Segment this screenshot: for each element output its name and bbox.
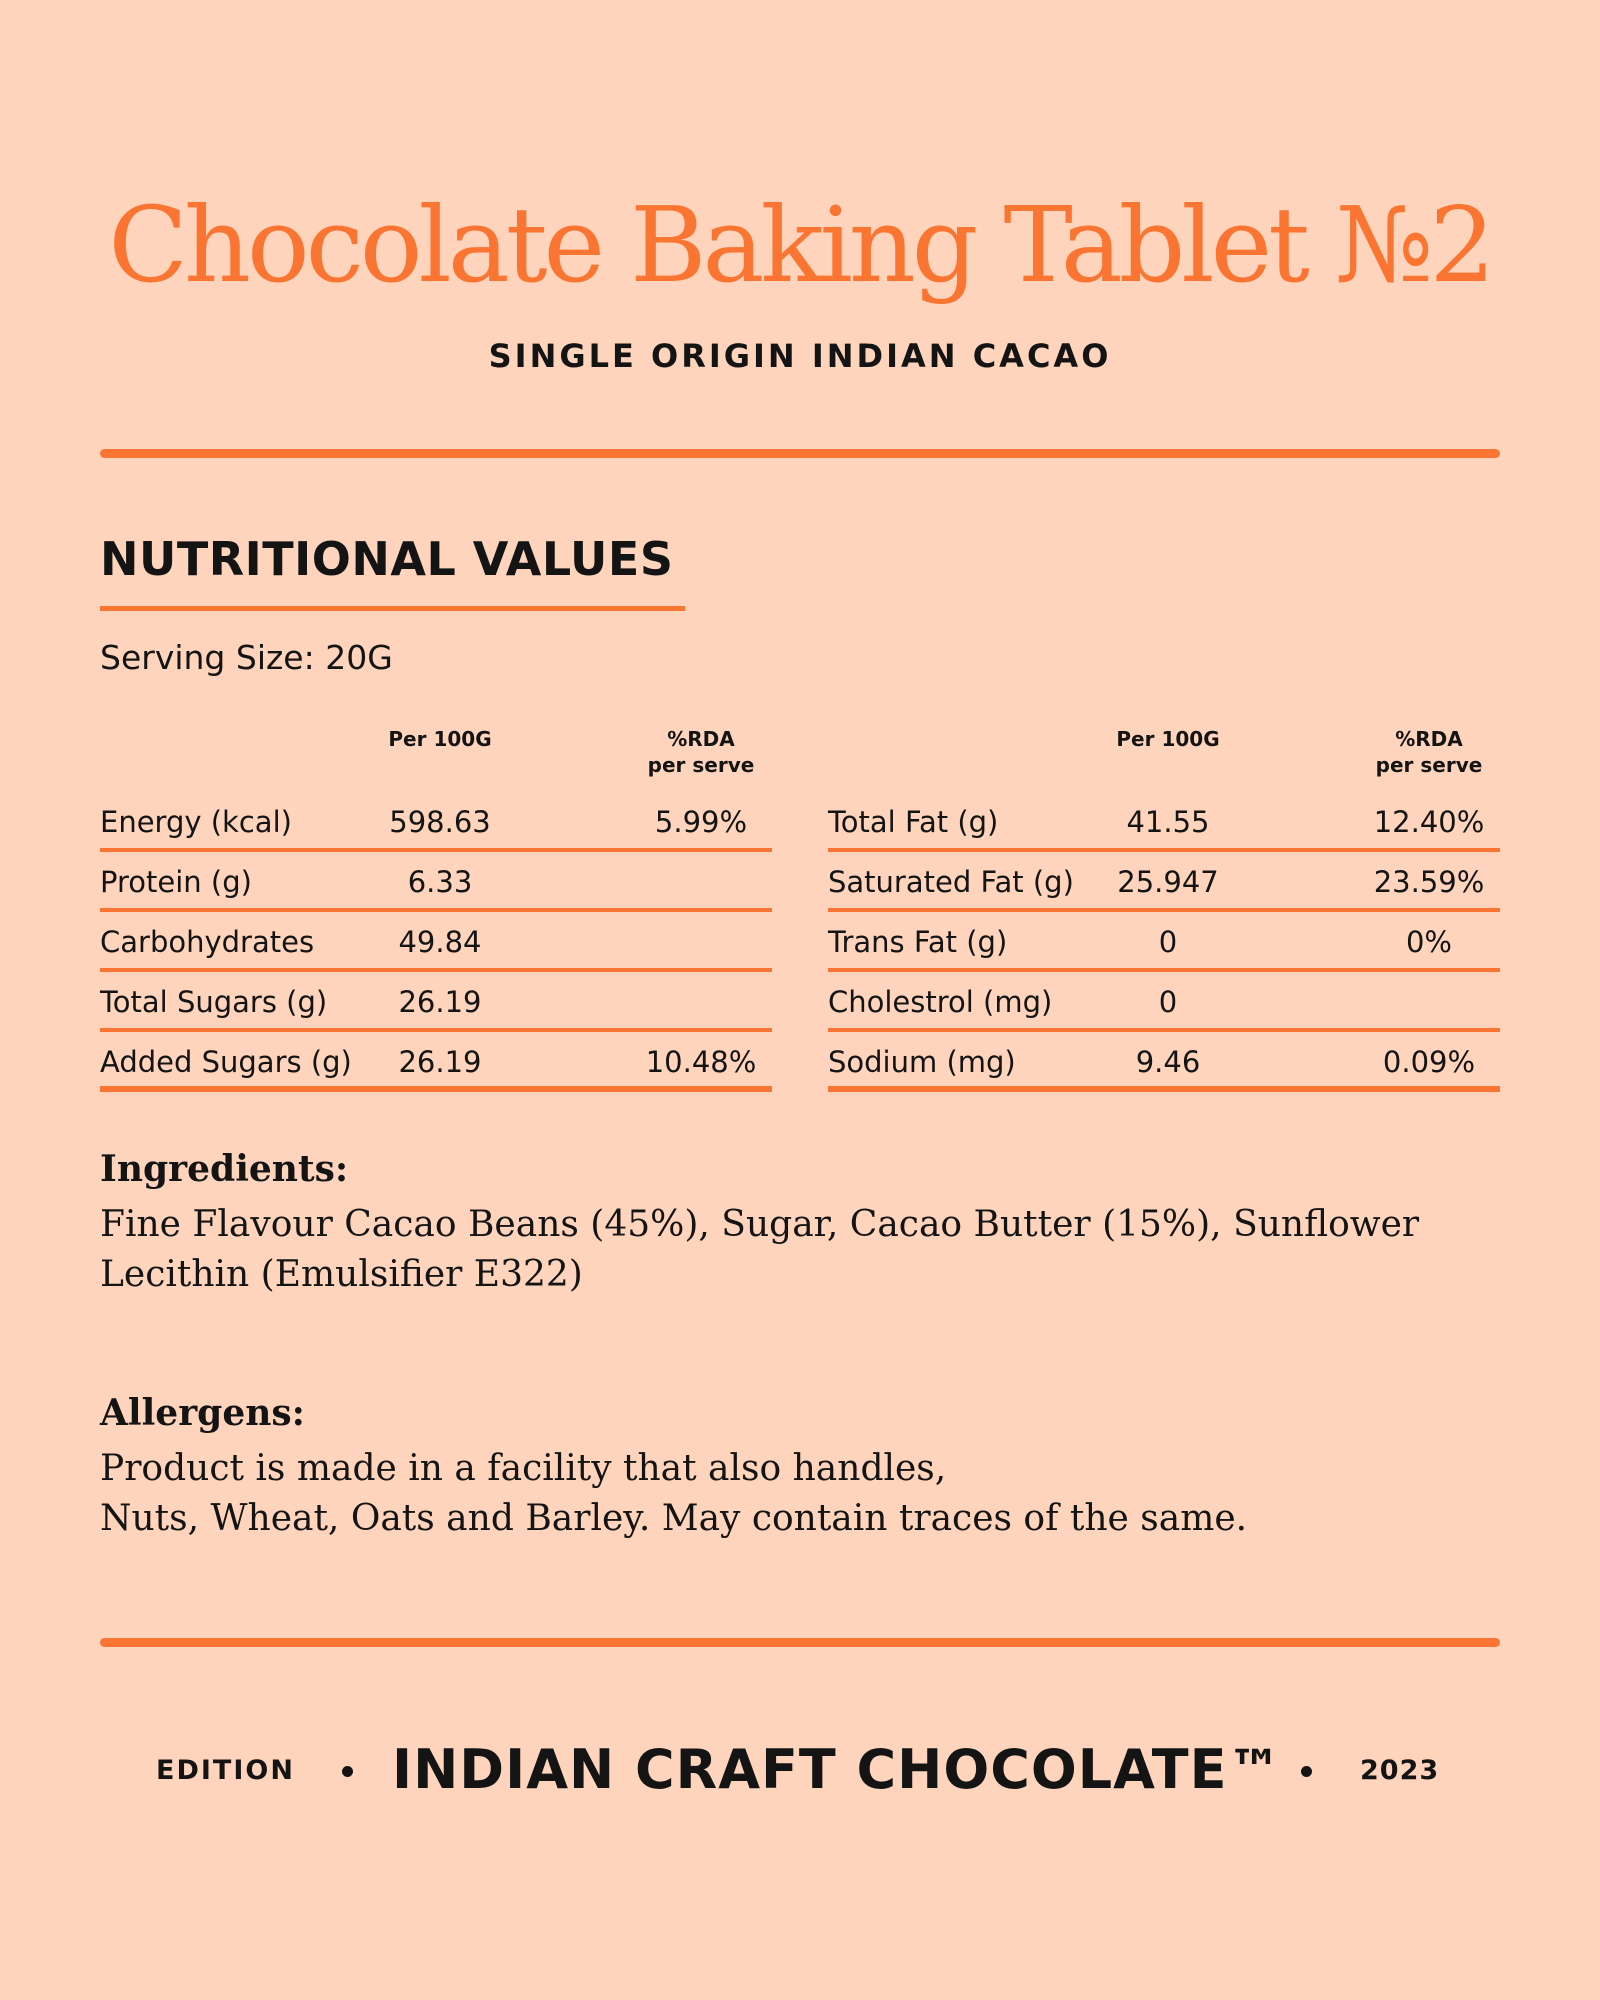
nutrient-per-100g: 9.46 bbox=[1135, 1045, 1201, 1079]
nutrition-row bbox=[100, 792, 772, 852]
product-title: Chocolate Baking Tablet №2 bbox=[108, 184, 1492, 306]
nutrient-per-100g: 598.63 bbox=[389, 805, 491, 839]
nutrient-rda: 12.40% bbox=[1373, 805, 1485, 839]
serving-size: Serving Size: 20G bbox=[100, 638, 393, 677]
nutrient-name: Total Sugars (g) bbox=[100, 985, 328, 1019]
nutrient-rda: 0.09% bbox=[1382, 1045, 1476, 1079]
nutrition-row bbox=[100, 912, 772, 972]
nutrient-name: Added Sugars (g) bbox=[100, 1045, 352, 1079]
nutrient-per-100g: 0 bbox=[1158, 985, 1178, 1019]
edition-year: 2023 bbox=[1360, 1755, 1440, 1786]
bullet-dot-icon bbox=[342, 1766, 353, 1777]
nutrition-table-left bbox=[100, 722, 772, 1092]
nutrient-rda: 23.59% bbox=[1373, 865, 1485, 899]
nutrition-row bbox=[100, 972, 772, 1032]
nutrition-row bbox=[828, 972, 1500, 1032]
nutrient-per-100g: 6.33 bbox=[407, 865, 473, 899]
column-header-rda-line2: per serve bbox=[1375, 753, 1483, 777]
brand-name: INDIAN CRAFT CHOCOLATE™ bbox=[392, 1738, 1283, 1801]
nutrition-row bbox=[100, 852, 772, 912]
column-header-rda-line1: %RDA bbox=[667, 727, 735, 751]
nutrient-name: Carbohydrates bbox=[100, 925, 315, 959]
top-divider bbox=[100, 449, 1500, 458]
nutrient-per-100g: 41.55 bbox=[1126, 805, 1210, 839]
ingredients-heading: Ingredients: bbox=[100, 1148, 349, 1190]
nutrient-rda: 0% bbox=[1405, 925, 1452, 959]
nutrient-per-100g: 26.19 bbox=[398, 985, 482, 1019]
allergens-line-1: Product is made in a facility that also handles, bbox=[100, 1448, 947, 1489]
nutrient-per-100g: 0 bbox=[1158, 925, 1178, 959]
column-header-per-100g: Per 100G bbox=[1116, 727, 1220, 751]
column-header-rda-line2: per serve bbox=[647, 753, 755, 777]
nutrition-row bbox=[828, 792, 1500, 852]
nutrition-row bbox=[828, 1032, 1500, 1092]
nutrient-name: Trans Fat (g) bbox=[828, 925, 1008, 959]
nutrient-per-100g: 25.947 bbox=[1117, 865, 1219, 899]
nutrient-name: Total Fat (g) bbox=[828, 805, 999, 839]
column-header-rda-line1: %RDA bbox=[1395, 727, 1463, 751]
allergens-line-2: Nuts, Wheat, Oats and Barley. May contain traces of the same. bbox=[100, 1498, 1248, 1539]
nutrient-rda: 5.99% bbox=[654, 805, 748, 839]
nutrition-table-header bbox=[828, 722, 1500, 792]
nutrition-row bbox=[828, 852, 1500, 912]
nutrient-per-100g: 49.84 bbox=[398, 925, 482, 959]
nutrient-name: Protein (g) bbox=[100, 865, 252, 899]
footer bbox=[0, 1735, 1600, 1805]
ingredients-text: Fine Flavour Cacao Beans (45%), Sugar, Cacao Butter (15%), Sunflower Lecithin (Emulsifier E322) bbox=[100, 1204, 1420, 1295]
product-subtitle: SINGLE ORIGIN INDIAN CACAO bbox=[488, 337, 1112, 375]
column-header-rda bbox=[611, 726, 791, 778]
nutrition-row bbox=[828, 912, 1500, 972]
nutrient-name: Sodium (mg) bbox=[828, 1045, 1016, 1079]
bottom-divider bbox=[100, 1638, 1500, 1647]
nutrition-table-header bbox=[100, 722, 772, 792]
nutrient-name: Saturated Fat (g) bbox=[828, 865, 1074, 899]
nutrient-name: Energy (kcal) bbox=[100, 805, 292, 839]
bullet-dot-icon bbox=[1301, 1766, 1312, 1777]
column-header-rda bbox=[1339, 726, 1519, 778]
nutrition-heading-underline bbox=[100, 606, 685, 611]
column-header-per-100g: Per 100G bbox=[388, 727, 492, 751]
edition-label: EDITION bbox=[156, 1755, 295, 1786]
nutrient-name: Cholestrol (mg) bbox=[828, 985, 1053, 1019]
nutrition-row bbox=[100, 1032, 772, 1092]
allergens-text bbox=[100, 1444, 1420, 1544]
nutrient-per-100g: 26.19 bbox=[398, 1045, 482, 1079]
nutrition-heading: NUTRITIONAL VALUES bbox=[100, 532, 674, 586]
allergens-heading: Allergens: bbox=[100, 1392, 305, 1434]
nutrition-table-right bbox=[828, 722, 1500, 1092]
nutrient-rda: 10.48% bbox=[645, 1045, 757, 1079]
